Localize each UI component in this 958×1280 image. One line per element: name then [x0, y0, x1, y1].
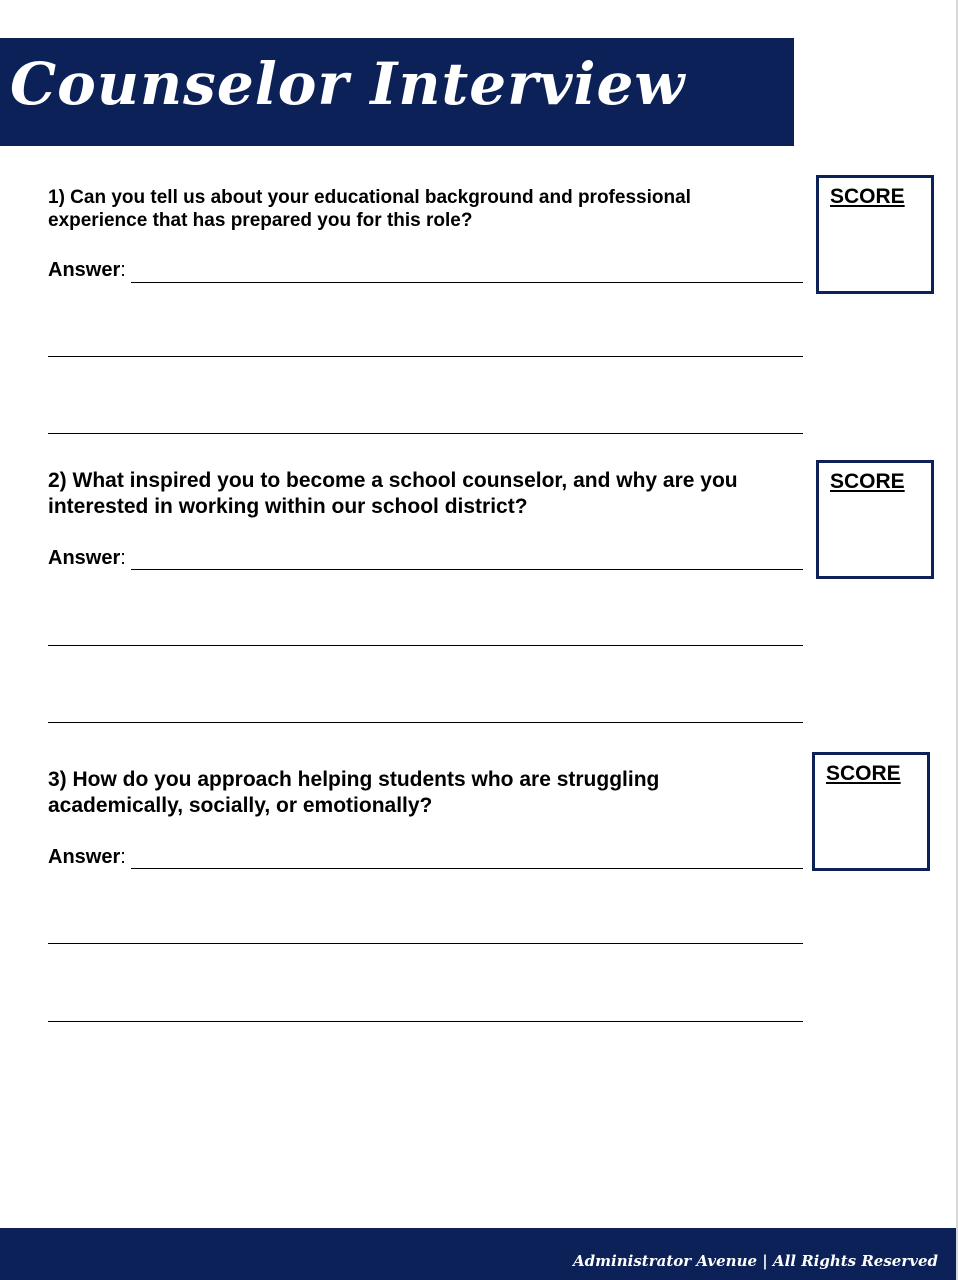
answer-1-line-1[interactable] — [131, 282, 803, 283]
score-label: SCORE — [830, 470, 905, 493]
answer-3-line-2[interactable] — [48, 943, 803, 944]
footer-bar — [0, 1228, 956, 1280]
score-box-1[interactable] — [816, 175, 934, 294]
page-title: Counselor Interview — [10, 50, 686, 118]
question-1: 1) Can you tell us about your educational background and professional experience that has prepared you for this role? — [48, 187, 691, 231]
score-box-3[interactable] — [812, 752, 930, 871]
answer-label-2: Answer: — [48, 547, 126, 569]
answer-2-line-3[interactable] — [48, 722, 803, 723]
question-3: 3) How do you approach helping students who are struggling academically, socially, or emotionally? — [48, 768, 660, 817]
answer-label-1: Answer: — [48, 259, 126, 281]
answer-label-text: Answer — [48, 846, 121, 868]
answer-label-text: Answer — [48, 547, 121, 569]
answer-1-line-3[interactable] — [48, 433, 803, 434]
footer-copyright: Administrator Avenue | All Rights Reserved — [573, 1252, 938, 1270]
score-label: SCORE — [826, 762, 901, 785]
answer-3-line-1[interactable] — [131, 868, 803, 869]
answer-label-3: Answer: — [48, 846, 126, 868]
answer-2-line-2[interactable] — [48, 645, 803, 646]
score-box-2[interactable] — [816, 460, 934, 579]
question-2: 2) What inspired you to become a school counselor, and why are you interested in working within our school district? — [48, 469, 738, 518]
score-label: SCORE — [830, 185, 905, 208]
answer-2-line-1[interactable] — [131, 569, 803, 570]
answer-label-text: Answer — [48, 259, 121, 281]
answer-1-line-2[interactable] — [48, 356, 803, 357]
answer-3-line-3[interactable] — [48, 1021, 803, 1022]
